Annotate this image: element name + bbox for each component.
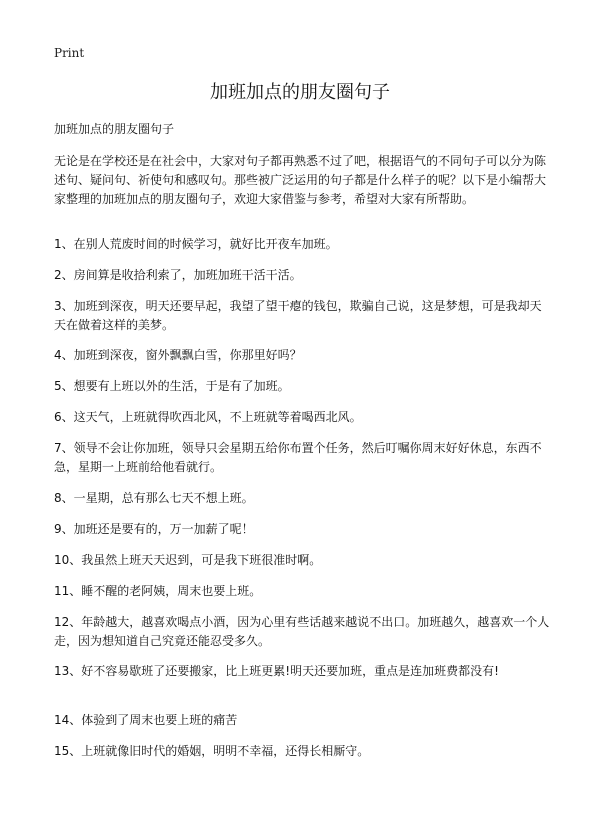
list-item: 3、加班到深夜，明天还要早起，我望了望干瘪的钱包，欺骗自己说，这是梦想，可是我却天天在做着这样的美梦。 — [54, 299, 542, 332]
print-link[interactable]: Print — [54, 46, 85, 60]
list-item: 1、在别人荒废时间的时候学习，就好比开夜车加班。 — [54, 237, 338, 251]
list-item: 8、一星期，总有那么七天不想上班。 — [54, 491, 254, 505]
list-item: 13、好不容易歇班了还要搬家，比上班更累!明天还要加班，重点是连加班费都没有! — [54, 664, 499, 678]
list-item: 11、睡不醒的老阿姨，周末也要上班。 — [54, 584, 262, 598]
list-item: 6、这天气，上班就得吹西北风，不上班就等着喝西北风。 — [54, 410, 362, 424]
list-item: 5、想要有上班以外的生活，于是有了加班。 — [54, 379, 290, 393]
intro-paragraph: 无论是在学校还是在社会中，大家对句子都再熟悉不过了吧，根据语气的不同句子可以分为陈述句、疑问句、祈使句和感叹句。那些被广泛运用的句子都是什么样子的呢？以下是小编帮大家整理的加班加点的朋友圈句子，欢迎大家借鉴与参考，希望对大家有所帮助。 — [54, 154, 547, 206]
list-item: 10、我虽然上班天天迟到，可是我下班很准时啊。 — [54, 553, 322, 567]
list-item: 12、年龄越大，越喜欢喝点小酒，因为心里有些话越来越说不出口。加班越久，越喜欢一个人走，因为想知道自己究竟还能忍受多久。 — [54, 615, 550, 648]
list-item: 15、上班就像旧时代的婚姻，明明不幸福，还得长相厮守。 — [54, 744, 370, 758]
subtitle: 加班加点的朋友圈句子 — [54, 122, 175, 136]
page-title: 加班加点的朋友圈句子 — [210, 82, 390, 103]
list-item: 14、体验到了周末也要上班的痛苦 — [54, 713, 238, 727]
list-item: 2、房间算是收拾利索了，加班加班干活干活。 — [54, 268, 302, 282]
list-item: 4、加班到深夜，窗外飘飘白雪，你那里好吗？ — [54, 348, 302, 362]
list-item: 9、加班还是要有的，万一加薪了呢！ — [54, 522, 254, 536]
list-item: 7、领导不会让你加班，领导只会星期五给你布置个任务，然后叮嘱你周末好好休息，东西不急，星期一上班前给他看就行。 — [54, 441, 542, 474]
